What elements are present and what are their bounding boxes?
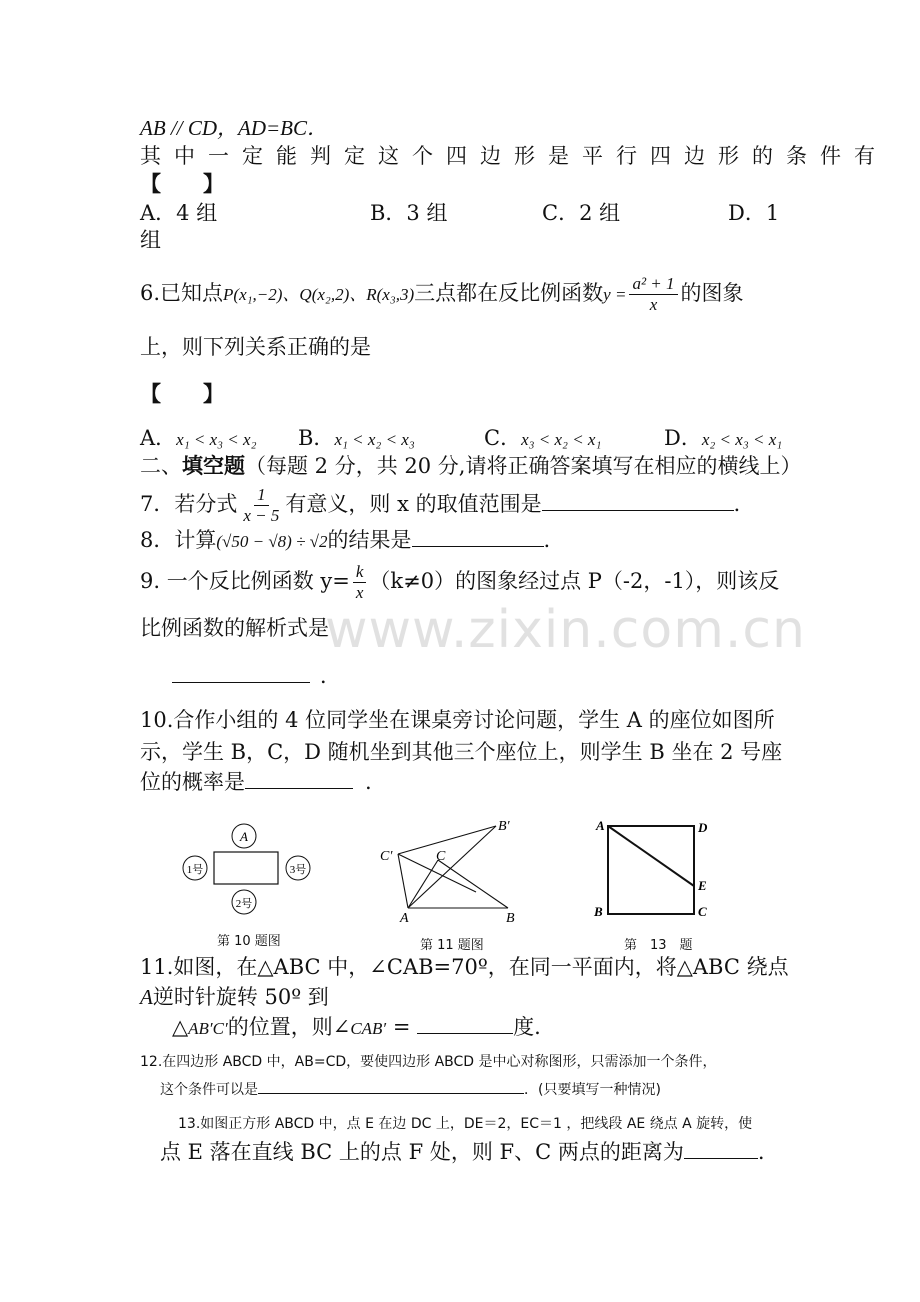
figure-10-seating	[178, 820, 326, 920]
q9-line1: 9. 一个反比例函数 y= $\frac{k}{x}$ （k≠0）的图象经过点 P（-2，-1），则该反	[140, 562, 780, 602]
q13-answer-blank[interactable]	[684, 1138, 758, 1159]
q10-answer-blank[interactable]	[245, 768, 353, 789]
q12-line2: 这个条件可以是 ．(只要填写一种情况)	[160, 1076, 661, 1104]
table-rect	[214, 852, 278, 884]
square-label-b: B	[594, 904, 603, 919]
q6-option-b: B．x₁ < x₂ < x₃	[298, 426, 415, 450]
q8-answer-blank[interactable]	[412, 526, 544, 547]
q6-points: P(x₁,−2)、Q(x₂,2)、R(x₃,3)	[223, 285, 415, 304]
seat-right-label: 3号	[289, 864, 307, 876]
q10-line1: 10.合作小组的 4 位同学坐在课桌旁讨论问题，学生 A 的座位如图所	[140, 708, 775, 732]
figure-13-square	[590, 814, 720, 922]
q13-line1: 13.如图正方形 ABCD 中，点 E 在边 DC 上，DE＝2，EC＝1 ，把线段 AE 绕点 A 旋转，使	[178, 1116, 753, 1132]
figure-13-caption: 第 13 题	[624, 938, 693, 953]
q7-fraction: $\frac{1}{x - 5}$	[243, 485, 280, 525]
q8-expression: (√50 − √8) ÷ √2	[216, 532, 328, 551]
q5-condition: AB // CD，AD=BC．	[140, 116, 328, 140]
q11-answer-blank[interactable]	[417, 1013, 513, 1034]
q11-line1: 11.如图，在△ABC 中，∠CAB=70º，在同一平面内，将△ABC 绕点	[140, 955, 789, 979]
q5-answer-bracket: 【 】	[140, 171, 224, 196]
q10-line3: 位的概率是 .	[140, 770, 372, 794]
q6-line2: 上，则下列关系正确的是	[140, 335, 371, 359]
q6-line1: 6.已知点P(x₁,−2)、Q(x₂,2)、R(x₃,3)三点都在反比例函数y = $\frac{\text{a² + 1}}{x}$ 的图象	[140, 274, 744, 314]
q9-answer-blank[interactable]	[172, 662, 310, 683]
section-fill-in-header: 二、填空题（每题 2 分，共 20 分,请将正确答案填写在相应的横线上）	[140, 453, 802, 478]
q5-option-a: A．4 组	[140, 201, 218, 225]
q6-option-c: C．x₃ < x₂ < x₁	[484, 426, 602, 450]
label-c-prime: C′	[380, 849, 393, 864]
q5-stem: 其中一定能判定这个四边形是平行四边形的条件有	[140, 144, 888, 168]
q13-line2: 点 E 落在直线 BC 上的点 F 处，则 F、C 两点的距离为 .	[160, 1140, 765, 1164]
watermark-text: www.zixin.com.cn	[325, 600, 806, 660]
q7-answer-blank[interactable]	[542, 490, 734, 511]
q12-line1: 12.在四边形 ABCD 中，AB=CD，要使四边形 ABCD 是中心对称图形，只需添加一个条件，	[140, 1054, 717, 1070]
q6-option-d: D．x₂ < x₃ < x₁	[664, 426, 783, 450]
q12-answer-blank[interactable]	[258, 1079, 524, 1094]
label-b: B	[506, 911, 515, 926]
square-label-a: A	[596, 818, 605, 833]
square-label-e: E	[698, 878, 707, 893]
seat-bottom-label: 2号	[235, 898, 253, 910]
q6-option-a: A．x₁ < x₃ < x₂	[140, 426, 257, 450]
q9-fraction: $\frac{k}{x}$	[353, 562, 367, 603]
q11-line2: A逆时针旋转 50º 到	[140, 985, 329, 1009]
q6-answer-bracket: 【 】	[140, 381, 224, 406]
seat-top-label: A	[240, 829, 248, 844]
q5-option-b: B．3 组	[370, 201, 448, 225]
q9-answer: ．	[172, 662, 341, 690]
figure-10-caption: 第 10 题图	[217, 934, 281, 949]
seat-left-label: 1号	[186, 864, 204, 876]
q8: 8．计算(√50 − √8) ÷ √2的结果是 .	[140, 528, 551, 552]
figure-11-caption: 第 11 题图	[420, 938, 484, 953]
square-label-c: C	[698, 904, 707, 919]
square-label-d: D	[698, 820, 708, 835]
q5-option-d: D．1	[728, 201, 780, 225]
figure-11-rotation	[376, 816, 526, 928]
q7: 7．若分式 $\frac{1}{x - 5}$ 有意义，则 x 的取值范围是 ．	[140, 485, 755, 525]
q11-line3: △AB′C′的位置，则∠CAB′ = 度.	[172, 1015, 541, 1039]
q5-option-c: C．2 组	[542, 201, 621, 225]
label-b-prime: B′	[498, 819, 510, 834]
q9-line2: 比例函数的解析式是	[140, 616, 329, 640]
q5-option-d-wrap: 组	[140, 228, 161, 252]
label-c: C	[436, 849, 446, 864]
q10-line2: 示，学生 B，C，D 随机坐到其他三个座位上，则学生 B 坐在 2 号座	[140, 740, 783, 764]
q6-function-fraction: $\frac{\text{a² + 1}}{x}$	[629, 274, 677, 315]
label-a: A	[400, 911, 409, 926]
